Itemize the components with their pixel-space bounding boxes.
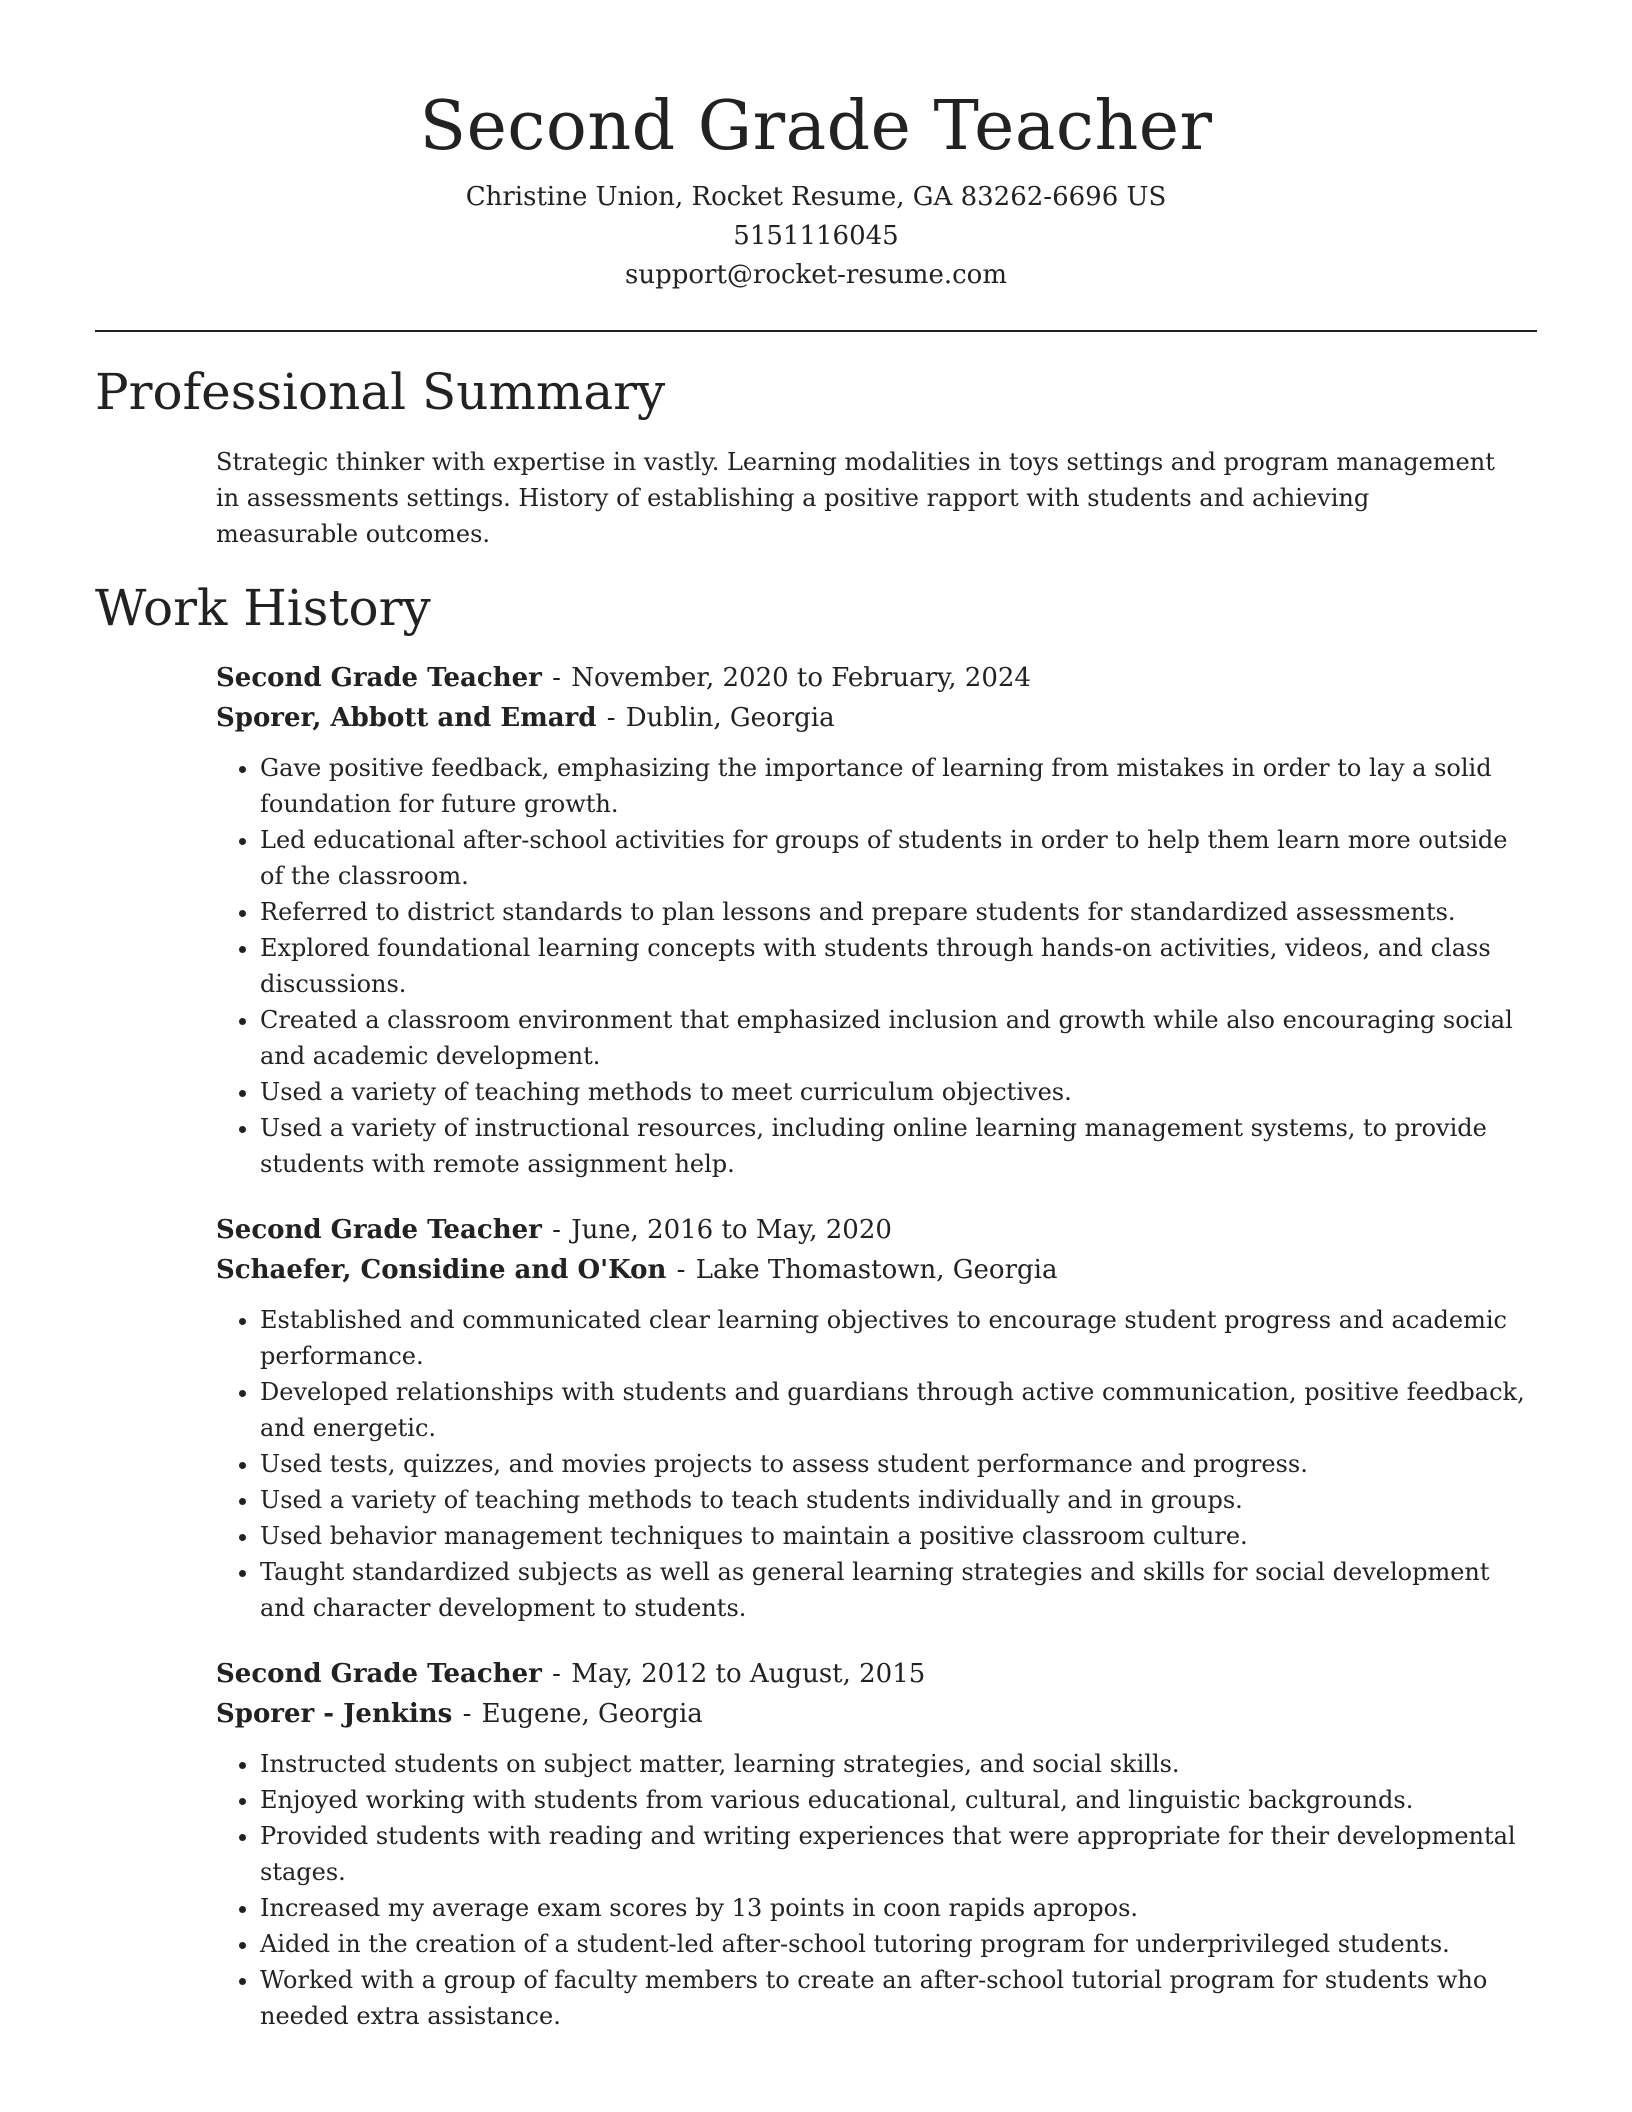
job-duty: • Used tests, quizzes, and movies projects to assess student performance and progress.: [260, 1446, 1537, 1482]
job-company-line: [216, 1250, 1537, 1290]
job-title: Second Grade Teacher: [216, 1215, 542, 1245]
job-separator: -: [543, 1215, 570, 1245]
job-entry: [216, 1210, 1537, 1626]
job-title: Second Grade Teacher: [216, 663, 542, 693]
resume-page: [95, 0, 1537, 2034]
job-dates: November, 2020 to February, 2024: [571, 663, 1031, 693]
resume-title: Second Grade Teacher: [419, 87, 1213, 166]
summary-text: Strategic thinker with expertise in vastly. Learning modalities in toys settings and program management in assessments settings. History of establishing a positive rapport with students and achieving measurable outcomes.: [216, 448, 1495, 548]
job-separator: -: [598, 703, 624, 733]
job-separator: -: [454, 1699, 480, 1729]
summary-heading: Professional Summary: [95, 363, 666, 421]
job-duty: • Used behavior management techniques to maintain a positive classroom culture.: [260, 1518, 1537, 1554]
job-duty: • Worked with a group of faculty members to create an after-school tutorial program for students who needed extra assistance.: [260, 1962, 1537, 2034]
job-duty: • Enjoyed working with students from various educational, cultural, and linguistic backgrounds.: [260, 1782, 1537, 1818]
job-title-line: [216, 658, 1537, 698]
job-company-line: [216, 698, 1537, 738]
contact-email: support@rocket-resume.com: [624, 260, 1007, 290]
job-dates: June, 2016 to May, 2020: [571, 1215, 892, 1245]
job-duty: • Established and communicated clear learning objectives to encourage student progress and academic performance.: [260, 1302, 1537, 1374]
job-duty: • Led educational after-school activities for groups of students in order to help them learn more outside of the classroom.: [260, 822, 1537, 894]
job-separator: -: [543, 1659, 570, 1689]
job-company-line: [216, 1694, 1537, 1734]
contact-phone: 5151116045: [733, 221, 899, 251]
job-title: Second Grade Teacher: [216, 1659, 542, 1689]
work-history-heading: Work History: [95, 579, 431, 637]
job-duty: • Taught standardized subjects as well as general learning strategies and skills for social development and character development to students.: [260, 1554, 1537, 1626]
job-company: Sporer, Abbott and Emard: [216, 703, 597, 733]
job-duty: • Developed relationships with students and guardians through active communication, positive feedback, and energetic.: [260, 1374, 1537, 1446]
job-dates: May, 2012 to August, 2015: [571, 1659, 926, 1689]
job-duty: • Instructed students on subject matter, learning strategies, and social skills.: [260, 1746, 1537, 1782]
job-company: Sporer - Jenkins: [216, 1699, 453, 1729]
job-location: Eugene, Georgia: [481, 1699, 703, 1729]
job-entry: [216, 658, 1537, 1182]
contact-info: [95, 178, 1537, 295]
job-duty: • Used a variety of instructional resources, including online learning management systems, to provide students with remote assignment help.: [260, 1110, 1537, 1182]
job-title-line: [216, 1654, 1537, 1694]
job-separator: -: [543, 663, 570, 693]
job-duty: • Used a variety of teaching methods to meet curriculum objectives.: [260, 1074, 1537, 1110]
job-title-line: [216, 1210, 1537, 1250]
contact-address: Christine Union, Rocket Resume, GA 83262-6696 US: [465, 182, 1167, 212]
job-duty: • Explored foundational learning concepts with students through hands-on activities, videos, and class discussions.: [260, 930, 1537, 1002]
job-duty: • Gave positive feedback, emphasizing the importance of learning from mistakes in order to lay a solid foundation for future growth.: [260, 750, 1537, 822]
job-duties-list: [216, 750, 1537, 1182]
header-divider: [95, 330, 1537, 332]
job-duty: • Referred to district standards to plan lessons and prepare students for standardized assessments.: [260, 894, 1537, 930]
job-location: Dublin, Georgia: [625, 703, 835, 733]
job-duty: • Provided students with reading and writing experiences that were appropriate for their developmental stages.: [260, 1818, 1537, 1890]
job-duty: • Created a classroom environment that emphasized inclusion and growth while also encouraging social and academic development.: [260, 1002, 1537, 1074]
job-duties-list: [216, 1746, 1537, 2034]
job-duties-list: [216, 1302, 1537, 1626]
job-entry: [216, 1654, 1537, 2034]
job-company: Schaefer, Considine and O'Kon: [216, 1255, 667, 1285]
job-separator: -: [668, 1255, 694, 1285]
job-duty: • Aided in the creation of a student-led after-school tutoring program for underprivileged students.: [260, 1926, 1537, 1962]
job-duty: • Used a variety of teaching methods to teach students individually and in groups.: [260, 1482, 1537, 1518]
job-duty: • Increased my average exam scores by 13 points in coon rapids apropos.: [260, 1890, 1537, 1926]
job-location: Lake Thomastown, Georgia: [695, 1255, 1058, 1285]
